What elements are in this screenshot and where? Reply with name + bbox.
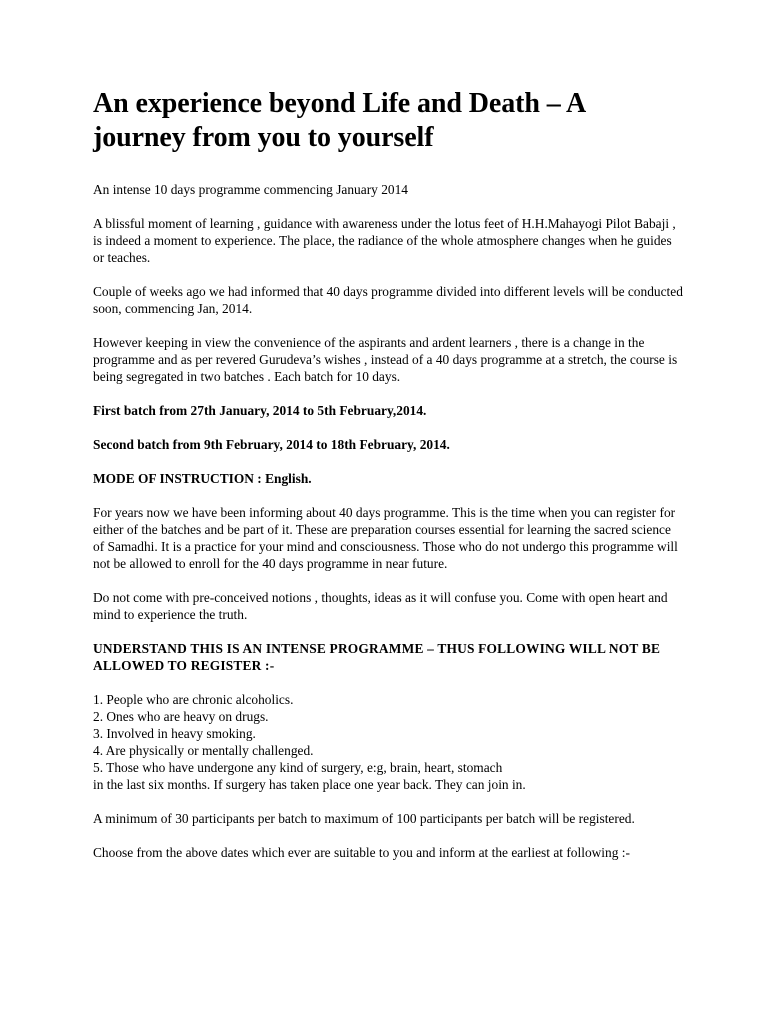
document-title: An experience beyond Life and Death – A journey from you to yourself [93, 88, 585, 153]
second-batch-line: Second batch from 9th February, 2014 to 18th February, 2014. [93, 437, 450, 452]
closing-paragraph: Choose from the above dates which ever are suitable to you and inform at the earliest at following :- [93, 845, 630, 860]
document-page [93, 87, 683, 878]
participants-paragraph: A minimum of 30 participants per batch to maximum of 100 participants per batch will be registered. [93, 811, 635, 826]
warning-heading: UNDERSTAND THIS IS AN INTENSE PROGRAMME – THUS FOLLOWING WILL NOT BE ALLOWED TO REGISTER :- [93, 641, 661, 673]
first-batch-line: First batch from 27th January, 2014 to 5th February,2014. [93, 403, 427, 418]
registration-paragraph: For years now we have been informing about 40 days programme. This is the time when you can register for either of the batches and be part of it. These are preparation courses essential for learning the sacred science of Samadhi. It is a practice for your mind and consciousness. Those who do not undergo this programme will not be allowed to enroll for the 40 days programme in near future. [93, 505, 678, 571]
subtitle-paragraph: An intense 10 days programme commencing January 2014 [93, 182, 408, 197]
list-item: 4. Are physically or mentally challenged. [93, 743, 314, 758]
list-item: 5. Those who have undergone any kind of surgery, e:g, brain, heart, stomach [93, 760, 503, 775]
intro-paragraph: A blissful moment of learning , guidance with awareness under the lotus feet of H.H.Mahayogi Pilot Babaji , is indeed a moment to experience. The place, the radiance of the whole atmosphere changes when he guides or teaches. [93, 216, 676, 265]
notions-paragraph: Do not come with pre-conceived notions , thoughts, ideas as it will confuse you. Come with open heart and mind to experience the truth. [93, 590, 668, 622]
restrictions-list [93, 691, 683, 793]
mode-of-instruction: MODE OF INSTRUCTION : English. [93, 471, 312, 486]
list-item: 2. Ones who are heavy on drugs. [93, 709, 269, 724]
list-item: 1. People who are chronic alcoholics. [93, 692, 294, 707]
change-paragraph: However keeping in view the convenience of the aspirants and ardent learners , there is a change in the programme and as per revered Gurudeva’s wishes , instead of a 40 days programme at a stretch, the course is being segregated in two batches . Each batch for 10 days. [93, 335, 678, 384]
list-item: 3. Involved in heavy smoking. [93, 726, 256, 741]
announcement-paragraph: Couple of weeks ago we had informed that 40 days programme divided into different levels will be conducted soon, commencing Jan, 2014. [93, 284, 683, 316]
list-item: in the last six months. If surgery has taken place one year back. They can join in. [93, 777, 526, 792]
